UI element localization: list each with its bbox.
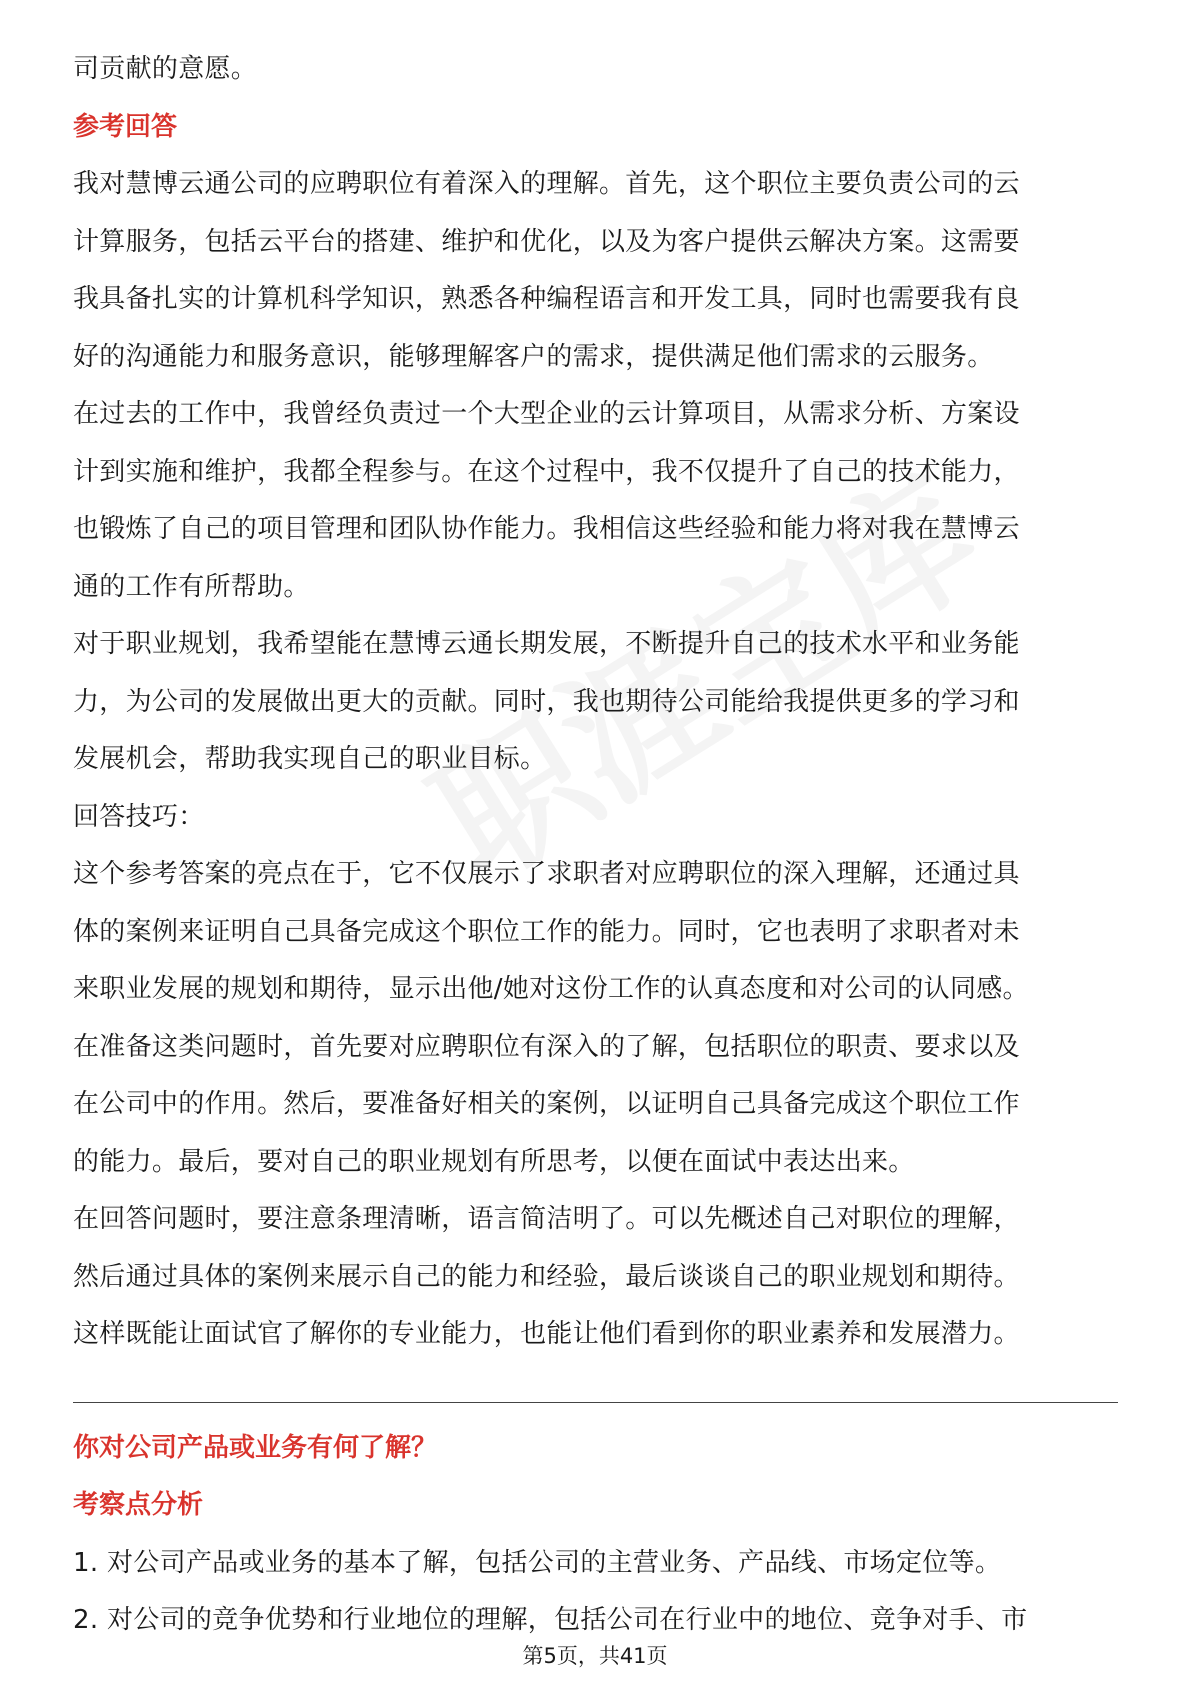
answer-line: 在过去的工作中，我曾经负责过一个大型企业的云计算项目，从需求分析、方案设 (73, 399, 1020, 429)
answer-line: 在回答问题时，要注意条理清晰，语言简洁明了。可以先概述自己对职位的理解， (73, 1204, 1020, 1234)
intro-tail-text: 司贡献的意愿。 (73, 54, 258, 84)
answer-line: 在准备这类问题时，首先要对应聘职位有深入的了解，包括职位的职责、要求以及 (73, 1031, 1020, 1062)
answer-line: 体的案例来证明自己具备完成这个职位工作的能力。同时，它也表明了求职者对未 (73, 916, 1020, 947)
answer-line: 这样既能让面试官了解你的专业能力，也能让他们看到你的职业素养和发展潜力。 (73, 1319, 1020, 1349)
answer-line: 我对慧博云通公司的应聘职位有着深入的理解。首先，这个职位主要负责公司的云 (73, 169, 1020, 199)
answer-line: 对于职业规划，我希望能在慧博云通长期发展，不断提升自己的技术水平和业务能 (73, 629, 1020, 659)
answer-line: 计到实施和维护，我都全程参与。在这个过程中，我不仅提升了自己的技术能力， (73, 456, 1020, 487)
answer-line: 发展机会，帮助我实现自己的职业目标。 (73, 744, 547, 774)
answer-line: 计算服务，包括云平台的搭建、维护和优化，以及为客户提供云解决方案。这需要 (73, 226, 1020, 257)
tips-label: 回答技巧： (73, 801, 205, 832)
answer-line: 这个参考答案的亮点在于，它不仅展示了求职者对应聘职位的深入理解，还通过具 (73, 859, 1020, 889)
answer-line: 然后通过具体的案例来展示自己的能力和经验，最后谈谈自己的职业规划和期待。 (73, 1261, 1020, 1292)
answer-line: 通的工作有所帮助。 (73, 571, 310, 602)
analysis-heading: 考察点分析 (73, 1490, 204, 1520)
page-footer: 第5页，共41页 (522, 1644, 668, 1668)
question-title: 你对公司产品或业务有何了解？ (73, 1432, 438, 1463)
answer-body (73, 156, 1118, 1364)
analysis-item: 2. 对公司的竞争优势和行业地位的理解，包括公司在行业中的地位、竞争对手、市 (73, 1605, 1028, 1635)
answer-line: 我具备扎实的计算机科学知识，熟悉各种编程语言和开发工具，同时也需要我有良 (73, 284, 1020, 314)
answer-line: 来职业发展的规划和期待，显示出他/她对这份工作的认真态度和对公司的认同感。 (73, 974, 1029, 1004)
answer-line: 也锻炼了自己的项目管理和团队协作能力。我相信这些经验和能力将对我在慧博云 (73, 514, 1020, 544)
analysis-item: 1. 对公司产品或业务的基本了解，包括公司的主营业务、产品线、市场定位等。 (73, 1547, 1002, 1578)
section-divider (73, 1402, 1118, 1403)
answer-line: 的能力。最后，要对自己的职业规划有所思考，以便在面试中表达出来。 (73, 1146, 915, 1177)
answer-heading: 参考回答 (73, 111, 178, 142)
answer-line: 力，为公司的发展做出更大的贡献。同时，我也期待公司能给我提供更多的学习和 (73, 686, 1020, 717)
answer-line: 在公司中的作用。然后，要准备好相关的案例，以证明自己具备完成这个职位工作 (73, 1089, 1020, 1119)
answer-line: 好的沟通能力和服务意识，能够理解客户的需求，提供满足他们需求的云服务。 (73, 341, 994, 372)
